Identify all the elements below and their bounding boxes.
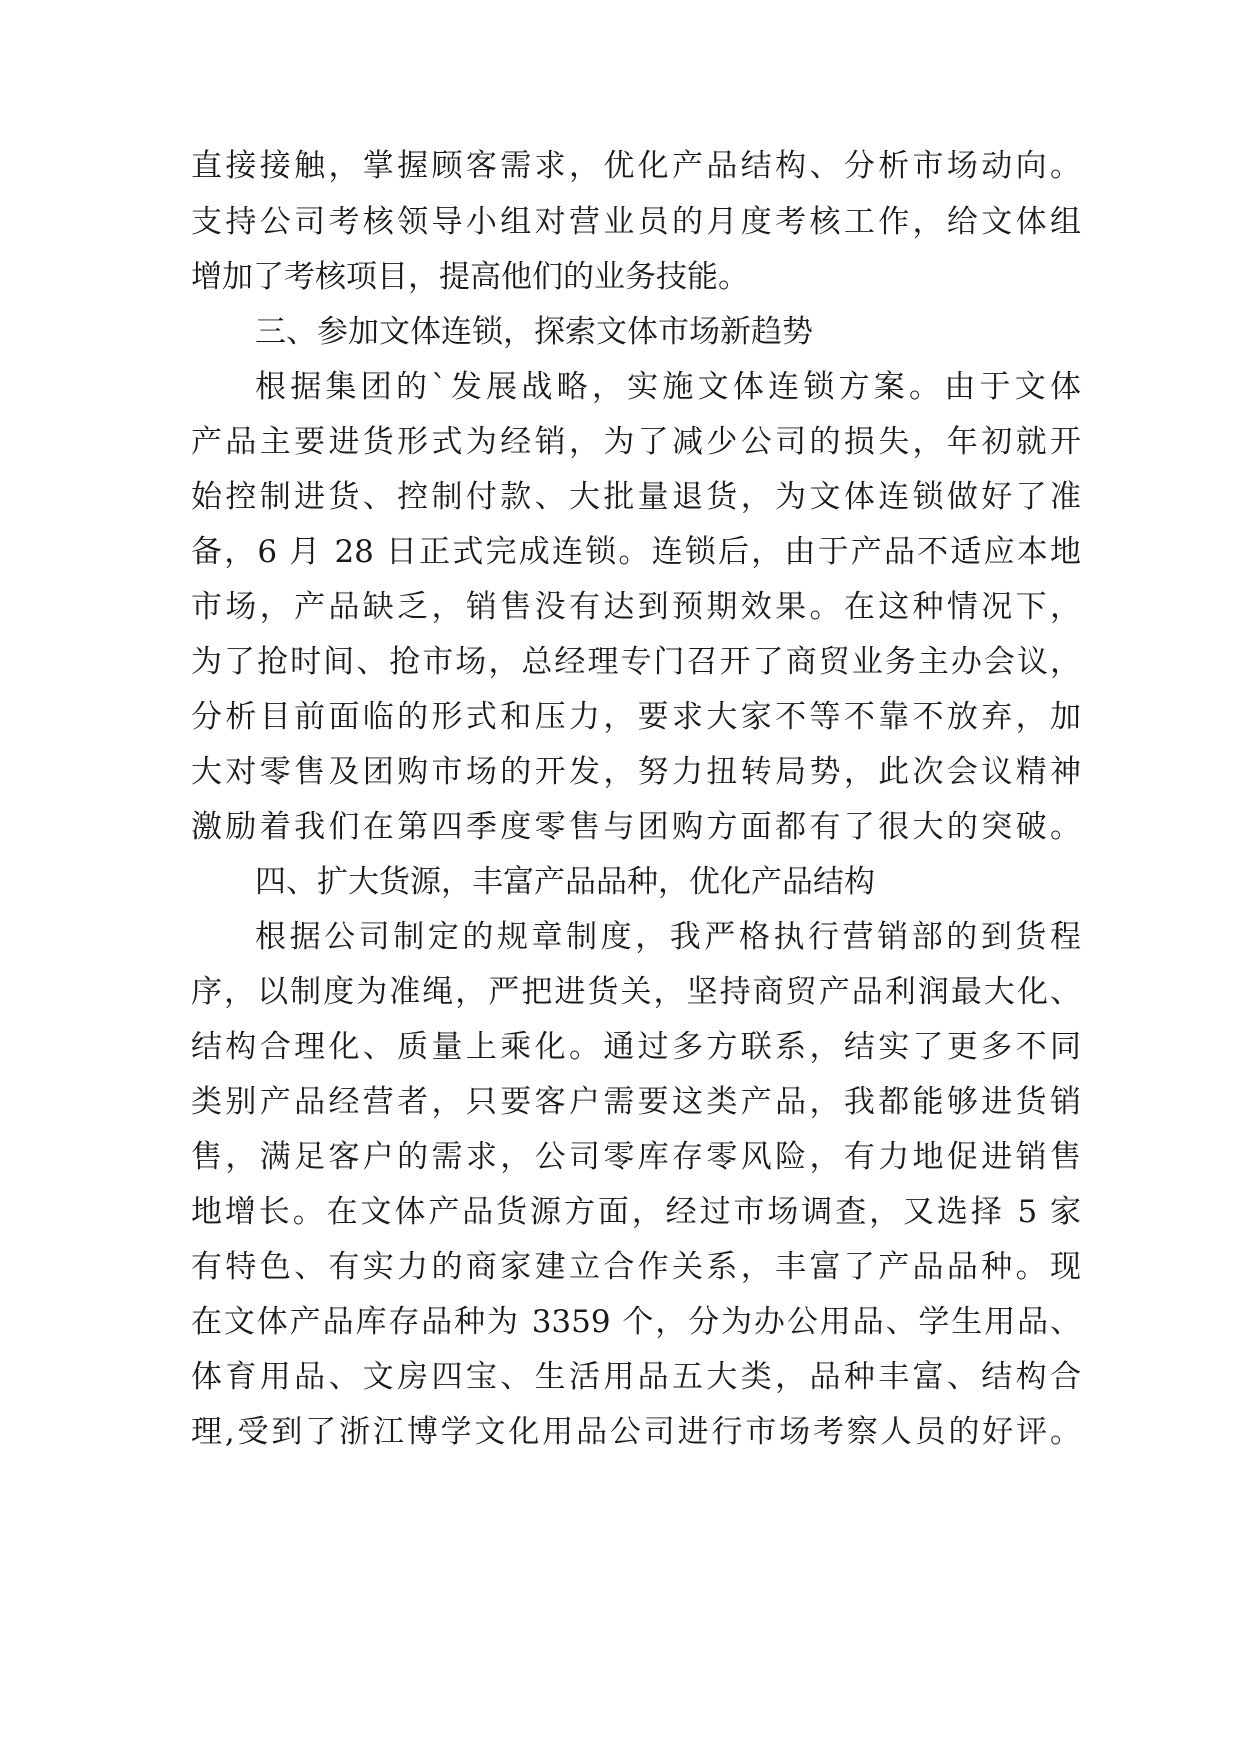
text-line: 为了抢时间、抢市场，总经理专门召开了商贸业务主办会议，	[191, 644, 1081, 680]
text-line: 序，以制度为准绳，严把进货关，坚持商贸产品利润最大化、	[191, 974, 1081, 1010]
text-line: 始控制进货、控制付款、大批量退货，为文体连锁做好了准	[191, 479, 1081, 515]
text-line: 分析目前面临的形式和压力，要求大家不等不靠不放弃，加	[191, 699, 1081, 735]
text-line: 体育用品、文房四宝、生活用品五大类，品种丰富、结构合	[191, 1359, 1081, 1395]
text-line: 备，6 月 28 日正式完成连锁。连锁后，由于产品不适应本地	[191, 534, 1081, 570]
text-line: 在文体产品库存品种为 3359 个，分为办公用品、学生用品、	[191, 1304, 1081, 1340]
text-line: 地增长。在文体产品货源方面，经过市场调查，又选择 5 家	[191, 1194, 1081, 1230]
text-line: 根据集团的`发展战略，实施文体连锁方案。由于文体	[255, 369, 1081, 405]
text-line: 激励着我们在第四季度零售与团购方面都有了很大的突破。	[191, 809, 1081, 845]
text-line: 根据公司制定的规章制度，我严格执行营销部的到货程	[255, 919, 1081, 955]
text-line: 类别产品经营者，只要客户需要这类产品，我都能够进货销	[191, 1084, 1081, 1120]
text-line: 有特色、有实力的商家建立合作关系，丰富了产品品种。现	[191, 1249, 1081, 1285]
section-heading-3: 三、参加文体连锁，探索文体市场新趋势	[255, 314, 813, 350]
text-line: 支持公司考核领导小组对营业员的月度考核工作，给文体组	[191, 204, 1081, 240]
text-line: 售，满足客户的需求，公司零库存零风险，有力地促进销售	[191, 1139, 1081, 1175]
text-line: 产品主要进货形式为经销，为了减少公司的损失，年初就开	[191, 424, 1081, 460]
section-heading-4: 四、扩大货源，丰富产品品种，优化产品结构	[255, 864, 875, 900]
text-line: 大对零售及团购市场的开发，努力扭转局势，此次会议精神	[191, 754, 1081, 790]
text-line: 市场，产品缺乏，销售没有达到预期效果。在这种情况下，	[191, 589, 1081, 625]
text-line: 增加了考核项目，提高他们的业务技能。	[191, 259, 749, 295]
text-line: 结构合理化、质量上乘化。通过多方联系，结实了更多不同	[191, 1029, 1081, 1065]
text-line: 理,受到了浙江博学文化用品公司进行市场考察人员的好评。	[191, 1414, 1081, 1450]
text-line: 直接接触，掌握顾客需求，优化产品结构、分析市场动向。	[191, 148, 1081, 184]
